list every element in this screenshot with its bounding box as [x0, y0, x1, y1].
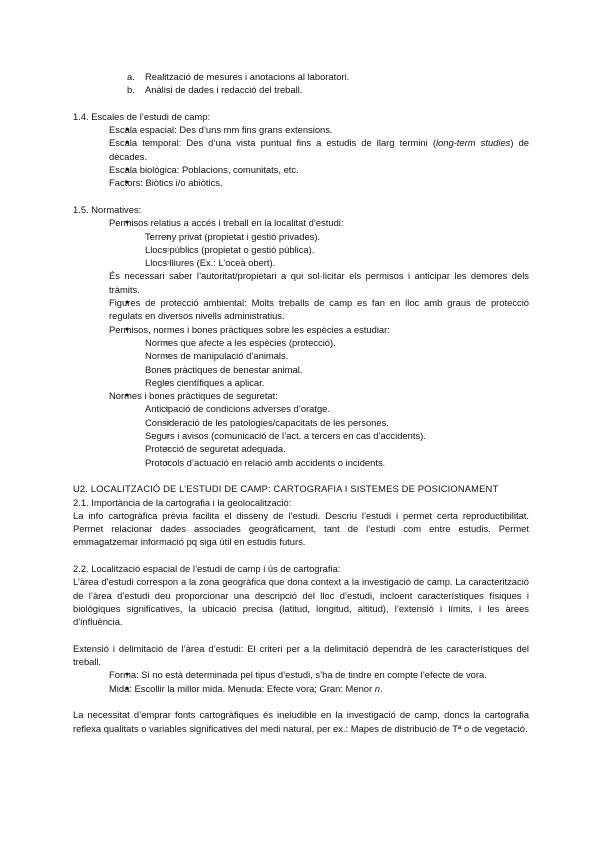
seguretat-sublist: [109, 402, 529, 468]
list-item: [109, 389, 529, 469]
list-item-text: Anàlisi de dades i redacció del treball.: [145, 84, 303, 96]
list-item: ● Factors: Biòtics i/o abiòtics.: [109, 176, 529, 189]
list-item: ● Escala biològica: Poblacions, comunitats, etc.: [109, 163, 529, 176]
sublist-item: ○ Segurs i avisos (comunicació de l’act. a tercers en cas d’accidents).: [145, 429, 529, 442]
sublist-item: ○ Terreny privat (propietat i gestió privades).: [145, 230, 529, 243]
list-item-text: .: [379, 682, 383, 694]
list-item-text: Permisos, normes i bones pràctiques sobre les espècies a estudiar:: [109, 323, 390, 335]
sublist-item: ○ Protocols d’actuació en relació amb accidents o incidents.: [145, 456, 529, 469]
unit-2-title: U2. LOCALITZACIÓ DE L’ESTUDI DE CAMP: CARTOGRAFIA I SISTEMES DE POSICIONAMENT: [73, 483, 499, 495]
sublist-item: ○ Llocs públics (propietat o gestió pública).: [145, 243, 529, 256]
section-2-1-heading: 2.1. Importància de la cartografia i la geolocalització:: [73, 496, 292, 508]
sublist-item: ○ Normes de manipulació d’animals.: [145, 349, 529, 362]
list-item-text: Realització de mesures i anotacions al laboratori.: [145, 71, 350, 82]
sublist-item: ○ Llocs lliures (Ex.: L’oceà obert).: [145, 256, 529, 269]
section-1-4-heading: 1.4. Escales de l’estudi de camp:: [73, 110, 211, 122]
list-item: [109, 323, 529, 389]
sublist-item: ○ Consideració de les patologies/capacitats de les persones.: [145, 416, 529, 429]
sublist-item: ○ Anticipació de condicions adverses d’oratge.: [145, 402, 529, 415]
scales-list: [73, 123, 529, 189]
sublist-item: ○ Normes que afecte a les espècies (protecció).: [145, 336, 529, 349]
sublist-item: ○ Regles científiques a aplicar.: [145, 376, 529, 389]
intro-lettered-list: [73, 70, 529, 97]
list-item-text: Mida: Escollir la millor mida. Menuda: Efecte vora; Gran: Menor: [109, 682, 375, 694]
extension-list: [73, 668, 529, 695]
permisos-sublist: [109, 230, 529, 270]
italic-term: n: [374, 682, 380, 694]
italic-term: long-term studies: [435, 137, 511, 149]
normatives-list-continued: [73, 296, 529, 469]
list-item: ● Escala espacial: Des d’uns mm fins grans extensions.: [109, 123, 529, 136]
list-item: [109, 136, 529, 163]
list-item-text: Normes i bones pràctiques de seguretat:: [109, 390, 278, 402]
normatives-list: [73, 216, 529, 269]
section-2-1-text: La info cartogràfica prèvia facilita el disseny de l’estudi. Descriu l’estudi i permet certa reproductibilitat. Permet relacionar dades associades geogràficament, tant de l’estudi com entre estudis. Permet emmagatzemar informació pq siga útil en estudis futurs.: [73, 509, 529, 548]
sublist-item: ○ Protecció de seguretat adequada.: [145, 442, 529, 455]
permisos-note: És necessari saber l’autoritat/propietari a qui sol·licitar els permisos i anticipar les demores dels tràmits.: [109, 270, 529, 295]
list-item: [127, 83, 529, 96]
list-item-text: ) de dècades.: [109, 137, 530, 162]
list-item: [109, 216, 529, 269]
list-item: [109, 682, 529, 695]
extension-paragraph: Extensió i delimitació de l’àrea d’estudi: El criteri per a la delimitació dependrà de les característiques del treball.: [73, 642, 529, 668]
section-2-2-heading: 2.2. Localització espacial de l’estudi de camp i ús de cartografia:: [73, 562, 341, 574]
final-paragraph: La necessitat d’emprar fonts cartogràfiques és ineludible en la investigació de camp, doncs la cartografia reflexa qualitats o variables significatives del medi natural, per ex.: Mapes de distribució de Tª o de vegetació.: [73, 709, 529, 734]
list-item: [127, 70, 529, 83]
sublist-item: ○ Bones pràctiques de benestar animal.: [145, 363, 529, 376]
list-item-text: Permisos relatius a accés i treball en la localitat d’estudi:: [109, 217, 344, 229]
especies-sublist: [109, 336, 529, 389]
list-item: ● Figures de protecció ambiental: Molts treballs de camp es fan en lloc amb graus de protecció regulats en diversos nivells administratius.: [109, 296, 529, 323]
list-marker: a.: [127, 71, 135, 82]
section-2-2-text: L’àrea d’estudi correspon a la zona geogràfica que dona context a la investigació de camp. La caracterització de l’àrea d’estudi deu proporcionar una descripció del lloc d’estudi, incloent característiques físiques i biològiques significatives, la ubicació precisa (latitud, longitud, altitud), l’extensió i límits, i les àrees d’influència.: [73, 576, 529, 628]
list-marker: b.: [127, 84, 135, 96]
list-item: ● Forma: Si no està determinada pel tipus d’estudi, s’ha de tindre en compte l’efecte de vora.: [109, 668, 529, 681]
section-1-5-heading: 1.5. Normatives:: [73, 203, 142, 215]
list-item-text: Escala temporal: Des d’una vista puntual fins a estudis de llarg termini (: [109, 137, 436, 149]
document-body: [73, 70, 529, 735]
